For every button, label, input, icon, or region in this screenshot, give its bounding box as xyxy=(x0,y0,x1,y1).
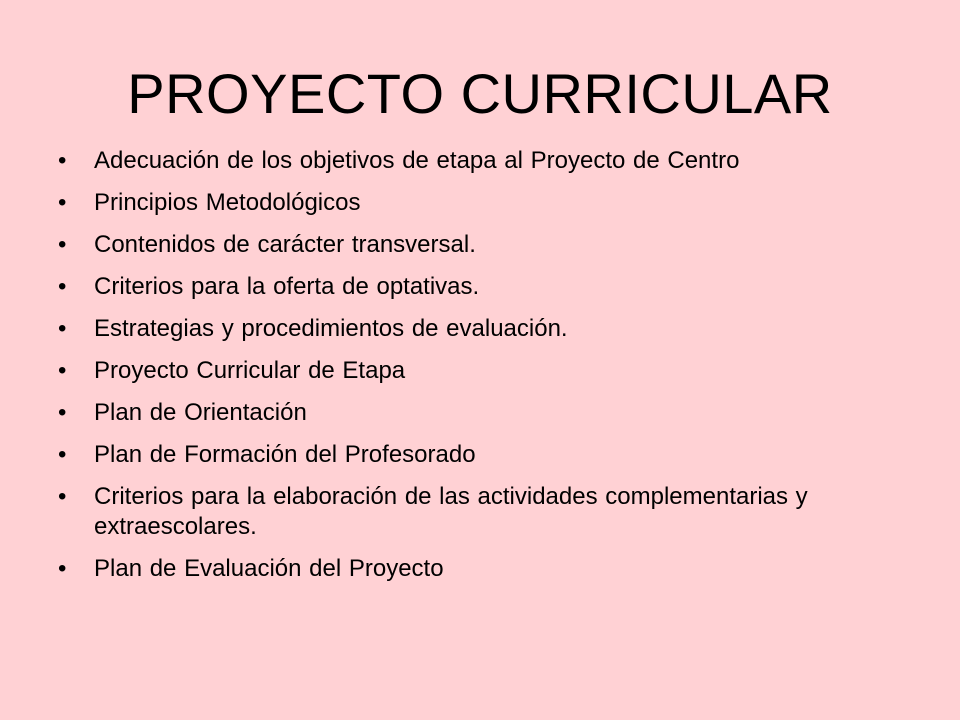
bullet-text: Criterios para la oferta de optativas. xyxy=(94,273,480,300)
bullet-text: Criterios para la elaboración de las actividades complementarias y extraescolares. xyxy=(94,483,808,540)
bullet-text: Estrategias y procedimientos de evaluación. xyxy=(94,315,568,342)
bullet-text: Contenidos de carácter transversal. xyxy=(94,231,476,258)
bullet-item xyxy=(56,188,876,218)
bullet-list xyxy=(56,146,876,596)
bullet-text: Principios Metodológicos xyxy=(94,189,361,216)
bullet-item xyxy=(56,482,876,542)
bullet-item xyxy=(56,440,876,470)
bullet-icon: • xyxy=(58,147,67,174)
bullet-icon: • xyxy=(58,315,67,342)
bullet-text: Adecuación de los objetivos de etapa al Proyecto de Centro xyxy=(94,147,740,174)
bullet-item xyxy=(56,554,876,584)
bullet-icon: • xyxy=(58,483,67,510)
bullet-icon: • xyxy=(58,399,67,426)
bullet-text: Plan de Orientación xyxy=(94,399,307,426)
bullet-icon: • xyxy=(58,273,67,300)
bullet-text: Plan de Formación del Profesorado xyxy=(94,441,476,468)
bullet-item xyxy=(56,146,876,176)
bullet-text: Proyecto Curricular de Etapa xyxy=(94,357,406,384)
slide-title: PROYECTO CURRICULAR xyxy=(127,62,833,125)
bullet-item xyxy=(56,314,876,344)
bullet-icon: • xyxy=(58,441,67,468)
bullet-icon: • xyxy=(58,189,67,216)
bullet-item xyxy=(56,230,876,260)
bullet-item xyxy=(56,398,876,428)
bullet-icon: • xyxy=(58,231,67,258)
bullet-text: Plan de Evaluación del Proyecto xyxy=(94,555,444,582)
bullet-item xyxy=(56,356,876,386)
bullet-item xyxy=(56,272,876,302)
bullet-icon: • xyxy=(58,357,67,384)
bullet-icon: • xyxy=(58,555,67,582)
